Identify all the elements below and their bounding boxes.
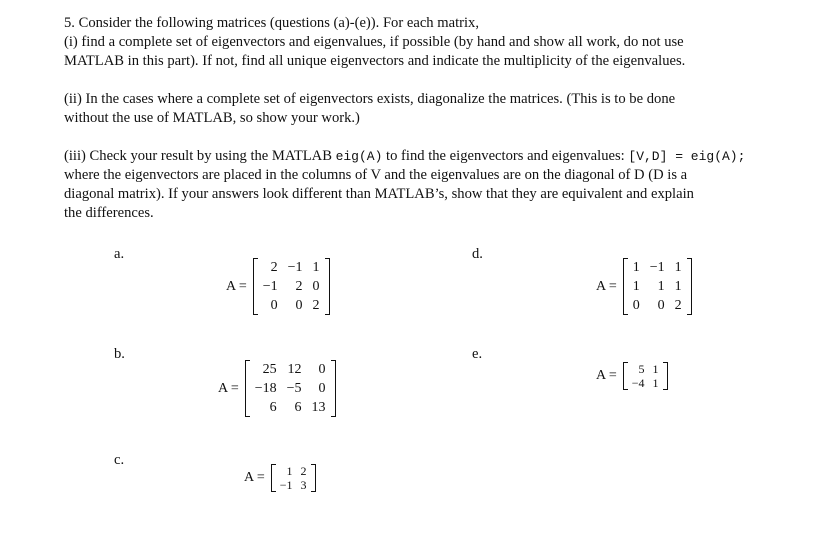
cell: 0: [318, 381, 326, 396]
cell: 0: [657, 298, 665, 313]
cell: 2: [674, 298, 682, 313]
cell: 2: [312, 298, 320, 313]
cell: 0: [270, 298, 278, 313]
label-d: d.: [472, 246, 483, 262]
cell: 6: [269, 400, 277, 415]
problem-line-3: MATLAB in this part). If not, find all unique eigenvectors and indicate the multiplicity of the eigenvalues.: [64, 53, 686, 69]
label-c: c.: [114, 452, 125, 468]
cell: −1: [287, 260, 303, 275]
cell: 13: [311, 400, 326, 415]
label-a: a.: [114, 246, 125, 262]
cell: 1: [652, 362, 659, 376]
cell: −1: [649, 260, 665, 275]
matrix-c: [244, 464, 316, 492]
matrix-c-lhs: A =: [244, 470, 265, 485]
cell: −4: [631, 376, 645, 390]
cell: 1: [632, 279, 640, 294]
cell: −5: [286, 381, 302, 396]
problem-line-1: 5. Consider the following matrices (questions (a)-(e)). For each matrix,: [64, 15, 479, 31]
cell: 12: [287, 362, 302, 377]
part-ii: [64, 90, 776, 128]
matrix-e-lhs: A =: [596, 368, 617, 383]
label-b: b.: [114, 346, 125, 362]
cell: 2: [295, 279, 303, 294]
cell: 6: [294, 400, 302, 415]
problem-line-2: (i) find a complete set of eigenvectors and eigenvalues, if possible (by hand and show all work, do not use: [64, 34, 684, 50]
cell: 2: [270, 260, 278, 275]
label-e: e.: [472, 346, 483, 362]
part-iii-line-3: diagonal matrix). If your answers look different than MATLAB’s, show that they are equivalent and explain: [64, 186, 694, 202]
matrix-b-table: [250, 360, 331, 417]
part-ii-line-2: without the use of MATLAB, so show your work.): [64, 110, 360, 126]
part-iii-line-1: (iii) Check your result by using the MATLAB eig(A) to find the eigenvectors and eigenvalues: [V,D] = eig(A);: [64, 148, 746, 164]
cell: −18: [254, 381, 277, 396]
part-iii: [64, 147, 776, 223]
cell: 1: [674, 260, 682, 275]
cell: −1: [262, 279, 278, 294]
matrix-d: [596, 258, 692, 315]
cell: −1: [279, 478, 293, 492]
cell: 1: [657, 279, 665, 294]
cell: 5: [638, 362, 645, 376]
matrix-a-table: [258, 258, 325, 315]
matrix-c-table: [276, 464, 311, 492]
cell: 25: [262, 362, 277, 377]
matrix-b: [218, 360, 336, 417]
cell: 0: [632, 298, 640, 313]
cell: 1: [312, 260, 320, 275]
cell: 0: [295, 298, 303, 313]
cell: 1: [632, 260, 640, 275]
matrix-a-lhs: A =: [226, 278, 247, 294]
cell: 0: [312, 279, 320, 294]
matrix-d-lhs: A =: [596, 278, 617, 294]
matrix-d-table: [628, 258, 687, 315]
problem-intro: [64, 14, 776, 71]
cell: 1: [652, 376, 659, 390]
part-ii-line-1: (ii) In the cases where a complete set of eigenvectors exists, diagonalize the matrices. (This is to be done: [64, 91, 676, 107]
cell: 1: [286, 464, 293, 478]
code-vd: [V,D] = eig(A);: [628, 149, 746, 164]
code-eig: eig(A): [335, 149, 383, 164]
cell: 3: [300, 478, 307, 492]
cell: 0: [318, 362, 326, 377]
matrix-e: [596, 362, 668, 390]
matrix-e-table: [628, 362, 663, 390]
cell: 2: [300, 464, 307, 478]
part-iii-line-2: where the eigenvectors are placed in the columns of V and the eigenvalues are on the diagonal of D (D is a: [64, 167, 688, 183]
matrix-a: [226, 258, 330, 315]
matrix-b-lhs: A =: [218, 380, 239, 396]
cell: 1: [674, 279, 682, 294]
part-iii-line-4: the differences.: [64, 205, 154, 221]
